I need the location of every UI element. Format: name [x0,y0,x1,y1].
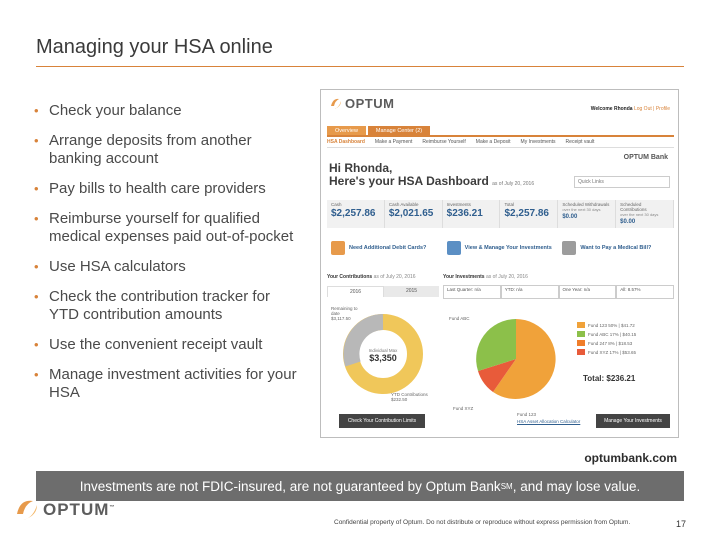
investments-panel [443,274,674,430]
balance-summary [327,200,674,228]
subnav-item-payment[interactable]: Make a Payment [374,139,413,145]
website-url[interactable]: optumbank.com [584,451,677,465]
asset-allocation-link[interactable]: HSA Asset Allocation Calculator [517,419,581,424]
optum-bank-logo: OPTUM Bank [623,154,668,161]
promo-investments[interactable]: View & Manage Your Investments [443,236,559,260]
dashboard-screenshot [320,89,679,438]
balance-cash-available: Cash Available $2,021.65 [385,200,443,228]
perf-ytd: YTD: n/a [501,285,559,299]
subnav-item-receipt-vault[interactable]: Receipt vault [565,139,595,145]
service-mark: SM [500,481,513,491]
greeting-name: Hi Rhonda, [329,161,393,175]
disclaimer-tail: , and may lose value. [512,478,641,494]
promo-row [327,236,674,260]
promo-debit-cards[interactable]: Need Additional Debit Cards? [327,236,443,260]
fund-row: Fund XYZ 17% | $53.65 [577,349,673,355]
confidential-notice: Confidential property of Optum. Do not distribute or reproduce without express permission from Optum. [334,519,631,526]
welcome-text [591,106,670,112]
check-limits-button[interactable]: Check Your Contribution Limits [339,414,425,428]
perf-last-quarter: Last Quarter: n/a [443,285,501,299]
ytd-contributions: YTD Contributions $232.50 [391,392,428,402]
page-number: 17 [676,519,687,529]
bullet-item: • Check your balance [34,102,302,120]
tab-divider [327,135,674,137]
bill-icon [562,241,576,255]
bullet-item: • Check the contribution tracker for YTD contribution amounts [34,288,302,324]
subnav-item-dashboard[interactable]: HSA Dashboard [327,139,365,145]
quick-links-dropdown[interactable]: Quick Links [574,176,670,188]
screenshot-logo [329,96,394,111]
tab-manage-center[interactable]: Manage Center (2) [368,126,430,136]
tab-overview[interactable]: Overview [327,126,366,136]
subnav-item-investments[interactable]: My Investments [520,139,556,145]
optum-logo-icon [14,497,40,523]
bullet-item: • Pay bills to health care providers [34,180,302,198]
pie-label-fund-abc: Fund ABC [449,316,470,321]
bullet-item: • Use HSA calculators [34,258,302,276]
scheduled-contributions: Scheduled Contributions over the next 30 days $0.00 [616,200,674,228]
perf-one-year: One Year: n/a [559,285,617,299]
tab-year-previous[interactable]: 2015 [384,286,439,297]
disclaimer-banner [36,471,684,501]
footer-logo-text: OPTUM™ [43,500,116,519]
scheduled-withdrawals: Scheduled Withdrawals over the next 30 days $0.00 [558,200,616,228]
balance-cash: Cash $2,257.86 [327,200,385,228]
tab-year-current[interactable]: 2016 [327,286,384,297]
disclaimer-text: Investments are not FDIC-insured, are not guaranteed by Optum Bank [79,478,501,494]
bullet-item: • Reimburse yourself for qualified medical expenses paid out-of-pocket [34,210,302,246]
bullet-item: • Use the convenient receipt vault [34,336,302,354]
fund-legend [577,322,673,358]
bullet-item: • Manage investment activities for your HSA [34,366,302,402]
bullet-list [34,102,302,414]
screenshot-logo-text: OPTUM [345,96,395,111]
investment-pie-chart [471,314,561,404]
contributions-panel [327,274,439,430]
chart-icon [447,241,461,255]
subnav-item-deposit[interactable]: Make a Deposit [475,139,511,145]
footer-logo [14,497,115,523]
subnav-item-reimburse[interactable]: Reimburse Yourself [422,139,466,145]
account-links[interactable]: Log Out | Profile [633,106,670,112]
balance-total: Total $2,257.86 [500,200,558,228]
balance-investments: Investments $236.21 [443,200,501,228]
investments-title: Your Investments as of July 20, 2016 [443,274,528,280]
sub-navigation [327,139,674,148]
fund-row: Fund 123 50% | $41.72 [577,322,673,328]
donut-center: Individual Max $3,350 [368,348,398,363]
as-of-date: as of July 20, 2016 [492,181,535,187]
contributions-title: Your Contributions as of July 20, 2016 [327,274,416,280]
welcome-name: Welcome Rhonda [590,106,633,112]
optum-logo-icon [329,97,343,111]
fund-row: Fund 247 8% | $18.53 [577,340,673,346]
perf-all: All: 8.57% [616,285,674,299]
greeting [329,162,534,191]
performance-header [443,285,674,299]
promo-pay-bill[interactable]: Want to Pay a Medical Bill? [558,236,674,260]
investment-total: Total: $236.21 [583,374,636,383]
dashboard-title: Here's your HSA Dashboard as of July 20, 2016 [329,174,535,188]
pie-label-fund-123: Fund 123 [517,412,537,417]
manage-investments-button[interactable]: Manage Your Investments [596,414,670,428]
bullet-item: • Arrange deposits from another banking account [34,132,302,168]
title-rule [36,66,684,67]
year-tabs [327,286,439,297]
fund-row: Fund ABC 17% | $40.15 [577,331,673,337]
card-icon [331,241,345,255]
slide-title: Managing your HSA online [36,36,273,58]
pie-label-fund-xyz: Fund XYZ [453,406,474,411]
remaining-label: Remaining to date $3,117.50 [331,306,358,321]
